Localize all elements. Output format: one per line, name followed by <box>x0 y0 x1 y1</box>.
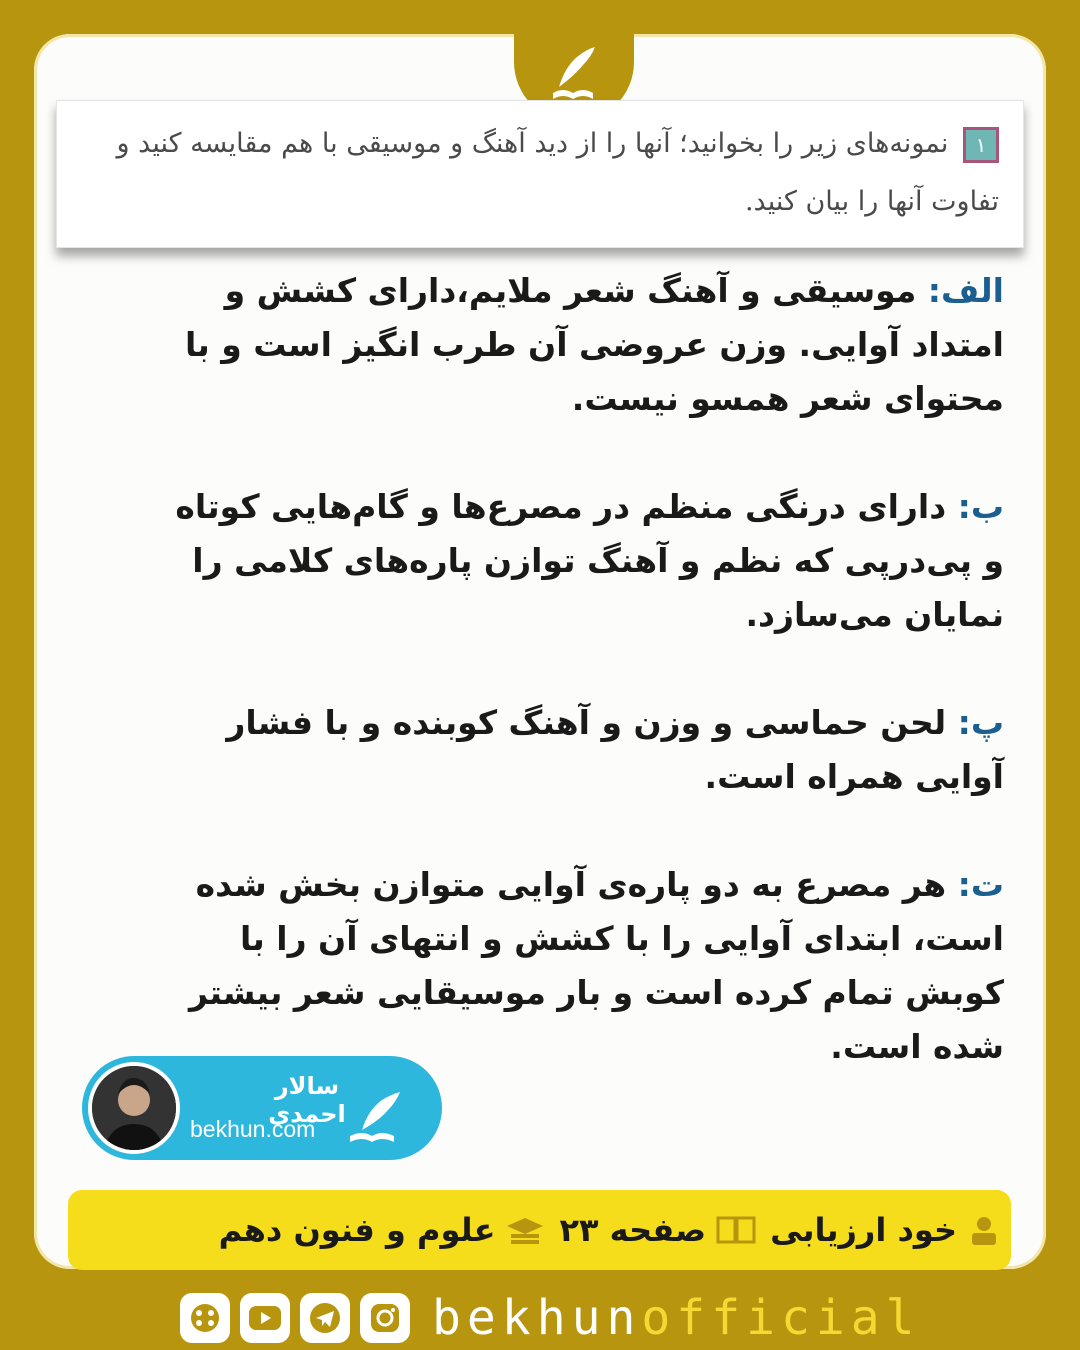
answer-text: دارای درنگی منظم در مصرع‌ها و گام‌هایی کوتاه و پی‌درپی که نظم و آهنگ توازن پاره‌های کلامی را نمایان می‌سازد. <box>175 487 1004 634</box>
footer-page <box>559 1211 756 1249</box>
student-icon <box>967 1213 1001 1247</box>
avatar <box>88 1062 180 1154</box>
footer-page-label: صفحه ۲۳ <box>559 1211 707 1249</box>
answer-item <box>144 264 1004 426</box>
person-icon <box>92 1066 176 1150</box>
footer-book-label: علوم و فنون دهم <box>218 1211 496 1249</box>
answers-list <box>144 264 1004 1128</box>
book-icon <box>716 1214 756 1246</box>
author-site[interactable]: bekhun.com <box>190 1116 316 1142</box>
answer-label: ب: <box>957 487 1004 526</box>
answer-item <box>144 696 1004 804</box>
author-badge[interactable] <box>82 1056 442 1160</box>
answer-text: موسیقی و آهنگ شعر ملایم،دارای کشش و امتداد آوایی. وزن عروضی آن طرب انگیز است و با محتوای شعر همسو نیست. <box>184 271 1004 418</box>
question-text: نمونه‌های زیر را بخوانید؛ آنها را از دید آهنگ و موسیقی با هم مقایسه کنید و تفاوت آنها را بیان کنید. <box>116 128 999 217</box>
footer-section <box>770 1211 1001 1249</box>
author-name: سالار احمدی <box>268 1072 346 1128</box>
youtube-icon[interactable] <box>240 1293 290 1343</box>
question-box <box>56 100 1024 248</box>
footer-section-label: خود ارزیابی <box>770 1211 957 1249</box>
answer-item <box>144 858 1004 1074</box>
content-card <box>34 34 1046 1269</box>
aparat-icon[interactable] <box>180 1293 230 1343</box>
brand-handle <box>432 1290 921 1346</box>
answer-label: الف: <box>927 271 1004 310</box>
brand-part2: official <box>641 1290 921 1346</box>
bekhun-logo-icon <box>344 1092 414 1150</box>
brand-part1: bekhun <box>432 1290 642 1346</box>
social-bar <box>180 1288 921 1348</box>
footer-book <box>219 1211 546 1249</box>
answer-item <box>144 480 1004 642</box>
answer-text: هر مصرع به دو پاره‌ی آوایی متوازن بخش شده است، ابتدای آوایی را با کشش و انتهای آن را با کوبش تمام کرده است و بار موسیقایی شعر بیشتر شده است. <box>188 865 1004 1066</box>
answer-text: لحن حماسی و وزن و آهنگ کوبنده و با فشار آوایی همراه است. <box>226 703 1004 796</box>
instagram-icon[interactable] <box>360 1293 410 1343</box>
telegram-icon[interactable] <box>300 1293 350 1343</box>
answer-label: ت: <box>957 865 1004 904</box>
question-number: ۱ <box>963 127 999 163</box>
footer-bar <box>68 1190 1011 1270</box>
answer-label: پ: <box>957 703 1004 742</box>
graduation-cap-icon <box>505 1214 545 1246</box>
